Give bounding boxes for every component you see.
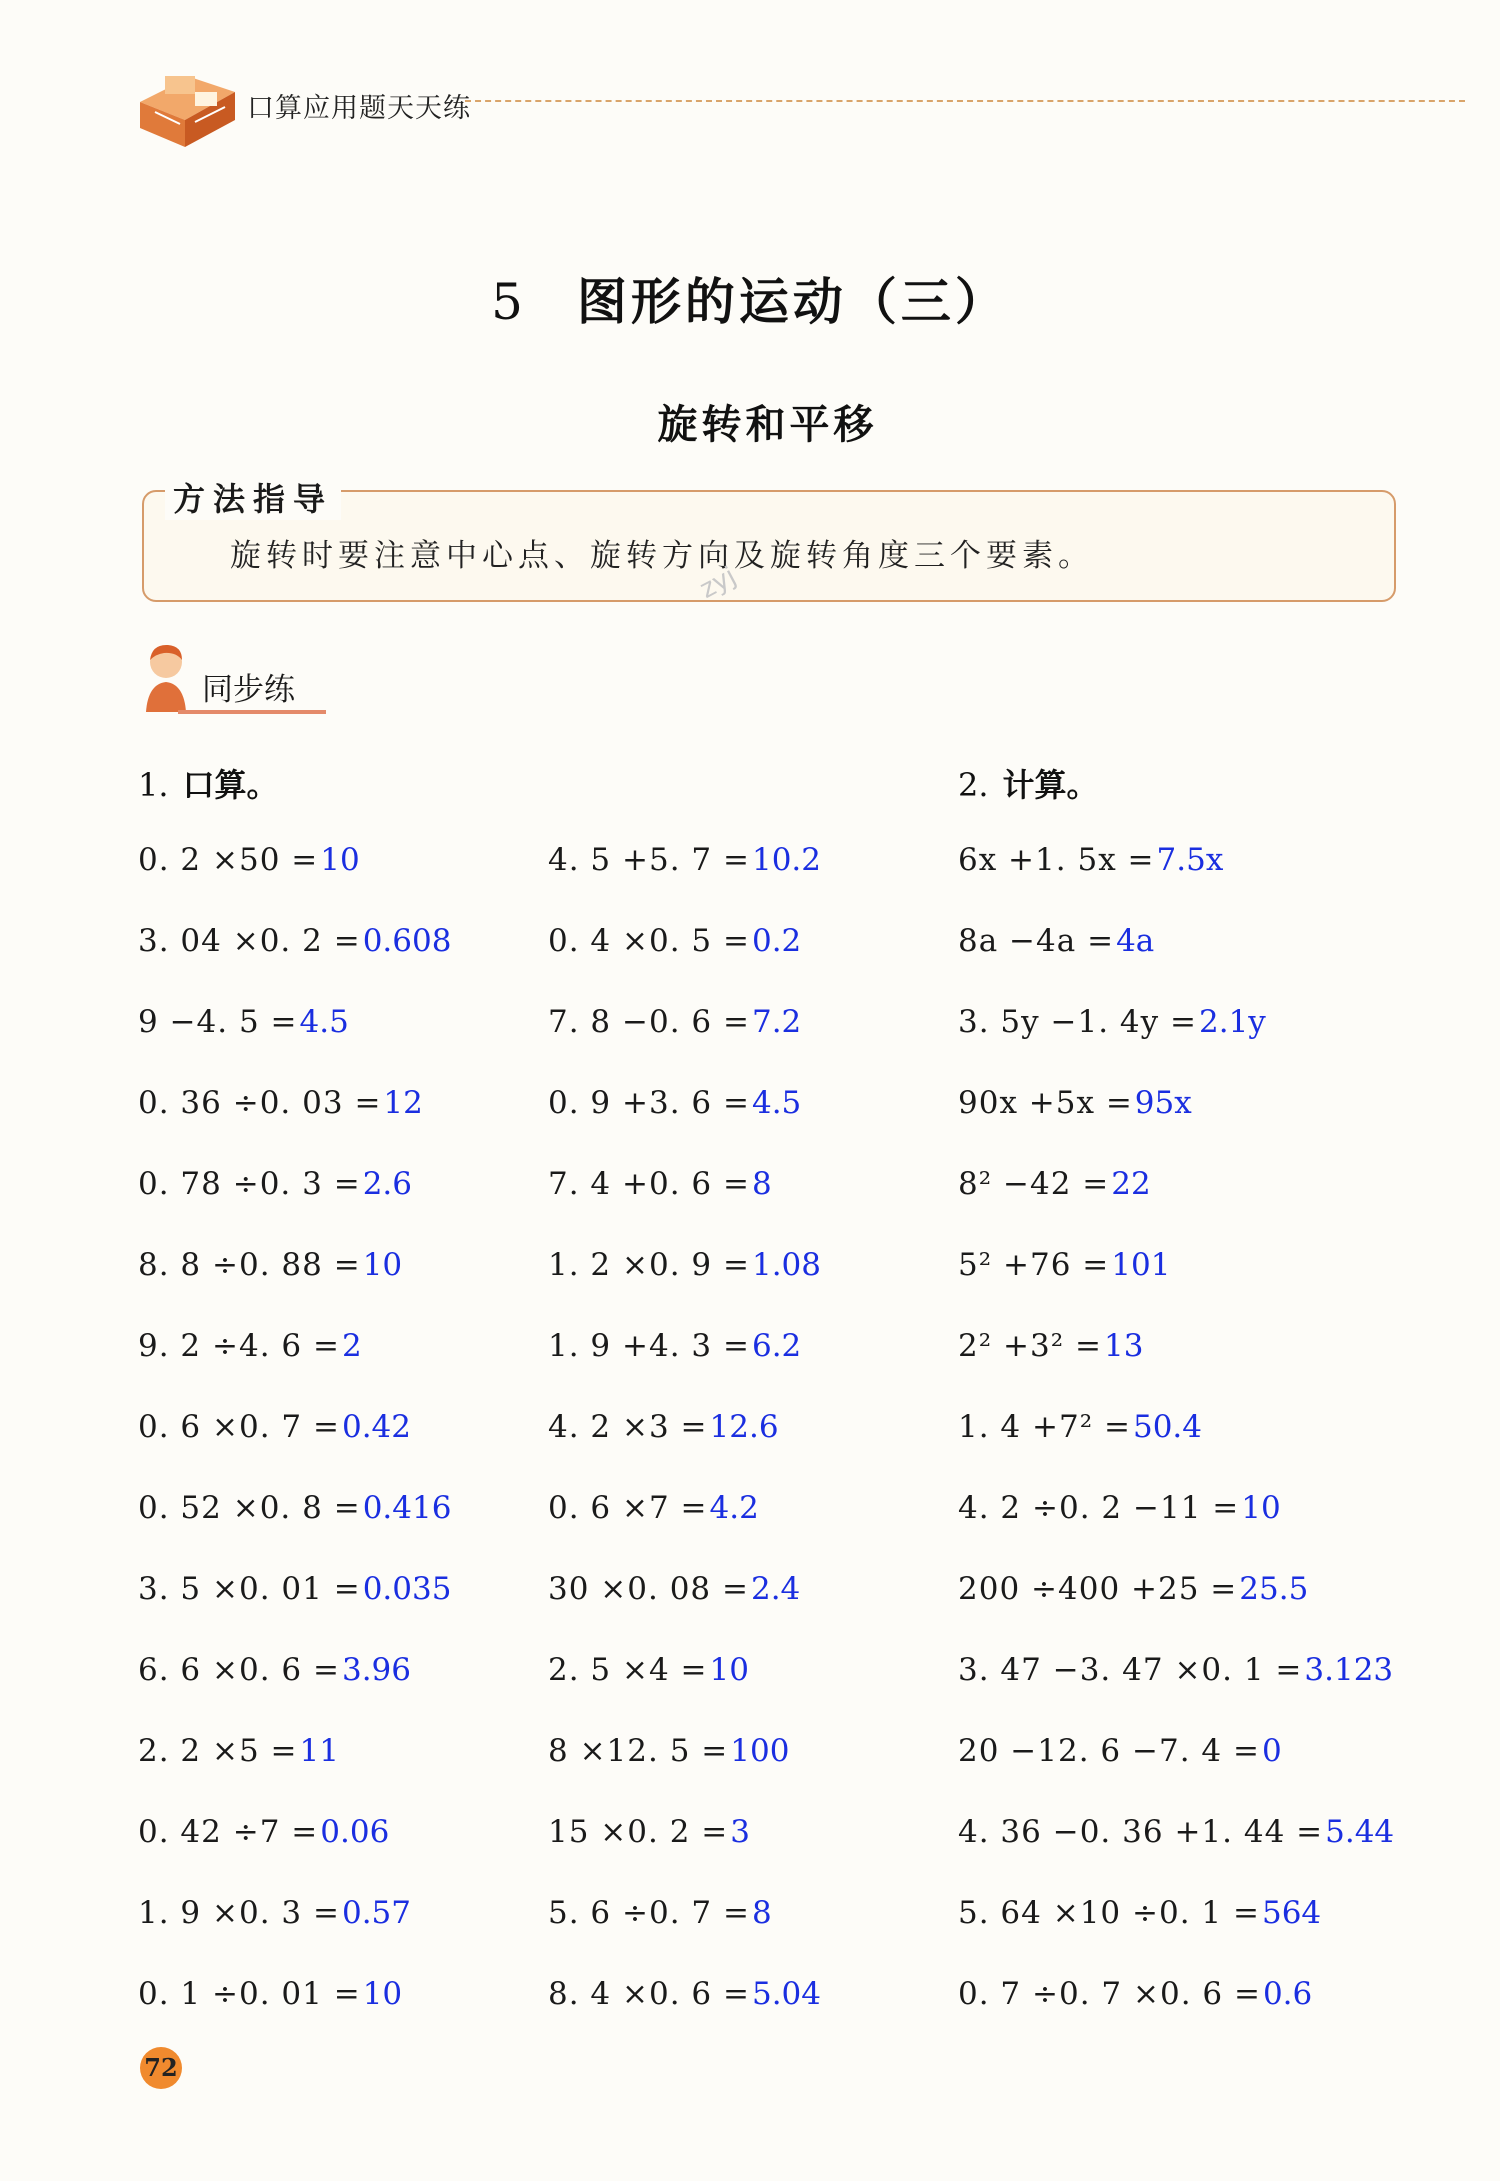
answer: 2.4 — [750, 1571, 801, 1607]
answer: 0.06 — [320, 1814, 390, 1850]
problem-row — [958, 1166, 1394, 1247]
problem-row — [138, 1085, 451, 1166]
answer: 5.04 — [751, 1976, 821, 2012]
answer: 101 — [1111, 1247, 1171, 1283]
expression: 1. 2 ×0. 9 = — [548, 1247, 750, 1283]
expression: 8a −4a = — [958, 923, 1115, 959]
problem-row — [548, 1733, 821, 1814]
problem-row — [138, 1814, 451, 1895]
problem-row — [138, 1733, 451, 1814]
problem-row — [548, 1085, 821, 1166]
answer: 11 — [299, 1733, 339, 1769]
answer: 10 — [320, 842, 360, 878]
expression: 8. 4 ×0. 6 = — [548, 1976, 750, 2012]
answer: 4a — [1116, 923, 1155, 959]
problem-row — [548, 1166, 821, 1247]
expression: 5² +76 = — [958, 1247, 1110, 1283]
practice-label: 同步练 — [202, 672, 295, 708]
expression: 4. 2 ÷0. 2 −11 = — [958, 1490, 1240, 1526]
header-divider — [465, 100, 1465, 102]
answer: 0.2 — [751, 923, 802, 959]
problem-row — [958, 1895, 1394, 1976]
expression: 8 ×12. 5 = — [548, 1733, 729, 1769]
answer: 22 — [1111, 1166, 1151, 1202]
question-2-title: 计算。 — [1002, 766, 1099, 804]
answer: 25.5 — [1239, 1571, 1309, 1607]
expression: 3. 47 −3. 47 ×0. 1 = — [958, 1652, 1303, 1688]
column-1 — [138, 842, 451, 2057]
answer: 10 — [1241, 1490, 1281, 1526]
chapter-name: 图形的运动（三） — [576, 273, 1009, 331]
answer: 4.5 — [751, 1085, 802, 1121]
expression: 0. 6 ×7 = — [548, 1490, 708, 1526]
expression: 9 −4. 5 = — [138, 1004, 298, 1040]
answer: 95x — [1134, 1085, 1192, 1121]
problem-row — [958, 1814, 1394, 1895]
problem-row — [138, 1652, 451, 1733]
problem-row — [958, 1976, 1394, 2057]
expression: 0. 9 +3. 6 = — [548, 1085, 750, 1121]
expression: 0. 4 ×0. 5 = — [548, 923, 750, 959]
problem-row — [958, 1490, 1394, 1571]
expression: 3. 04 ×0. 2 = — [138, 923, 361, 959]
expression: 15 ×0. 2 = — [548, 1814, 729, 1850]
expression: 1. 4 +7² = — [958, 1409, 1131, 1445]
problem-row — [138, 1328, 451, 1409]
answer: 2.6 — [362, 1166, 413, 1202]
question-1-number: 1. — [138, 766, 169, 804]
expression: 20 −12. 6 −7. 4 = — [958, 1733, 1260, 1769]
expression: 90x +5x = — [958, 1085, 1133, 1121]
problem-row — [958, 1652, 1394, 1733]
answer: 0.6 — [1262, 1976, 1313, 2012]
expression: 2² +3² = — [958, 1328, 1102, 1364]
answer: 12 — [383, 1085, 423, 1121]
answer: 0.416 — [362, 1490, 452, 1526]
problem-row — [138, 1571, 451, 1652]
answer: 6.2 — [751, 1328, 802, 1364]
expression: 200 ÷400 +25 = — [958, 1571, 1238, 1607]
expression: 5. 64 ×10 ÷0. 1 = — [958, 1895, 1260, 1931]
question-2-header — [958, 760, 1099, 806]
answer: 13 — [1103, 1328, 1144, 1364]
answer: 0 — [1261, 1733, 1282, 1769]
answer: 564 — [1261, 1895, 1322, 1931]
expression: 4. 36 −0. 36 +1. 44 = — [958, 1814, 1324, 1850]
answer: 0.035 — [362, 1571, 452, 1607]
chapter-number: 5 — [491, 273, 527, 331]
answer: 2 — [341, 1328, 362, 1364]
problem-row — [958, 1247, 1394, 1328]
answer: 2.1y — [1199, 1004, 1266, 1040]
problem-row — [138, 923, 451, 1004]
answer: 100 — [730, 1733, 790, 1769]
problem-row — [548, 1409, 821, 1490]
expression: 1. 9 ×0. 3 = — [138, 1895, 340, 1931]
problem-row — [548, 1571, 821, 1652]
problem-row — [138, 1166, 451, 1247]
answer: 4.5 — [299, 1004, 349, 1040]
expression: 30 ×0. 08 = — [548, 1571, 749, 1607]
question-1-title: 口算。 — [182, 766, 279, 804]
expression: 8. 8 ÷0. 88 = — [138, 1247, 361, 1283]
problem-row — [958, 1085, 1394, 1166]
expression: 0. 36 ÷0. 03 = — [138, 1085, 382, 1121]
expression: 0. 1 ÷0. 01 = — [138, 1976, 361, 2012]
problem-row — [958, 1328, 1394, 1409]
problem-row — [138, 842, 451, 923]
expression: 9. 2 ÷4. 6 = — [138, 1328, 340, 1364]
answer: 10 — [362, 1247, 403, 1283]
expression: 4. 5 +5. 7 = — [548, 842, 750, 878]
practice-underline — [178, 710, 326, 714]
problem-row — [138, 1976, 451, 2057]
expression: 0. 2 ×50 = — [138, 842, 319, 878]
expression: 6x +1. 5x = — [958, 842, 1155, 878]
expression: 0. 78 ÷0. 3 = — [138, 1166, 361, 1202]
expression: 3. 5y −1. 4y = — [958, 1004, 1197, 1040]
question-2-number: 2. — [958, 766, 989, 804]
method-label: 方法指导 — [165, 474, 341, 520]
answer: 1.08 — [751, 1247, 821, 1283]
method-text: 旋转时要注意中心点、旋转方向及旋转角度三个要素。 — [230, 538, 1094, 574]
problem-row — [958, 923, 1394, 1004]
problem-row — [548, 1490, 821, 1571]
expression: 7. 4 +0. 6 = — [548, 1166, 750, 1202]
answer: 50.4 — [1132, 1409, 1202, 1445]
column-2 — [548, 842, 821, 2057]
expression: 0. 7 ÷0. 7 ×0. 6 = — [958, 1976, 1261, 2012]
chapter-title — [0, 262, 1500, 334]
expression: 0. 42 ÷7 = — [138, 1814, 319, 1850]
problem-row — [548, 1814, 821, 1895]
problem-row — [138, 1490, 451, 1571]
answer: 12.6 — [709, 1409, 779, 1445]
answer: 3.123 — [1304, 1652, 1394, 1688]
answer: 0.42 — [341, 1409, 411, 1445]
answer: 0.608 — [362, 923, 452, 959]
expression: 7. 8 −0. 6 = — [548, 1004, 750, 1040]
answer: 8 — [751, 1166, 772, 1202]
problem-row — [958, 1733, 1394, 1814]
section-title: 旋转和平移 — [657, 402, 878, 448]
expression: 0. 52 ×0. 8 = — [138, 1490, 361, 1526]
problem-row — [958, 1571, 1394, 1652]
expression: 0. 6 ×0. 7 = — [138, 1409, 340, 1445]
column-3 — [958, 842, 1394, 2057]
page-header — [135, 62, 1475, 157]
expression: 5. 6 ÷0. 7 = — [548, 1895, 750, 1931]
problem-row — [138, 1409, 451, 1490]
problem-row — [138, 1895, 451, 1976]
problem-row — [548, 1976, 821, 2057]
problem-row — [138, 1247, 451, 1328]
student-icon — [138, 640, 194, 712]
page-number: 72 — [140, 2047, 182, 2089]
expression: 4. 2 ×3 = — [548, 1409, 708, 1445]
answer: 10 — [362, 1976, 403, 2012]
answer: 7.5x — [1156, 842, 1224, 878]
problem-row — [548, 1247, 821, 1328]
problem-row — [138, 1004, 451, 1085]
question-1-header — [138, 760, 279, 806]
answer: 8 — [751, 1895, 772, 1931]
answer: 0.57 — [341, 1895, 411, 1931]
answer: 3 — [730, 1814, 750, 1850]
header-title: 口算应用题天天练 — [247, 93, 471, 124]
problem-row — [548, 1652, 821, 1733]
problem-row — [548, 842, 821, 923]
answer: 4.2 — [709, 1490, 759, 1526]
expression: 8² −42 = — [958, 1166, 1110, 1202]
answer: 5.44 — [1325, 1814, 1395, 1850]
expression: 2. 2 ×5 = — [138, 1733, 298, 1769]
problem-row — [958, 1409, 1394, 1490]
watermark: zyj — [695, 561, 742, 605]
answer: 7.2 — [751, 1004, 802, 1040]
answer: 10.2 — [751, 842, 821, 878]
expression: 1. 9 +4. 3 = — [548, 1328, 750, 1364]
answer: 3.96 — [341, 1652, 411, 1688]
problem-row — [548, 1895, 821, 1976]
problem-row — [958, 1004, 1394, 1085]
expression: 3. 5 ×0. 01 = — [138, 1571, 361, 1607]
problem-row — [958, 842, 1394, 923]
answer: 10 — [709, 1652, 749, 1688]
problem-row — [548, 923, 821, 1004]
expression: 2. 5 ×4 = — [548, 1652, 708, 1688]
problem-row — [548, 1328, 821, 1409]
problem-row — [548, 1004, 821, 1085]
expression: 6. 6 ×0. 6 = — [138, 1652, 340, 1688]
bricks-logo-icon — [135, 62, 245, 152]
